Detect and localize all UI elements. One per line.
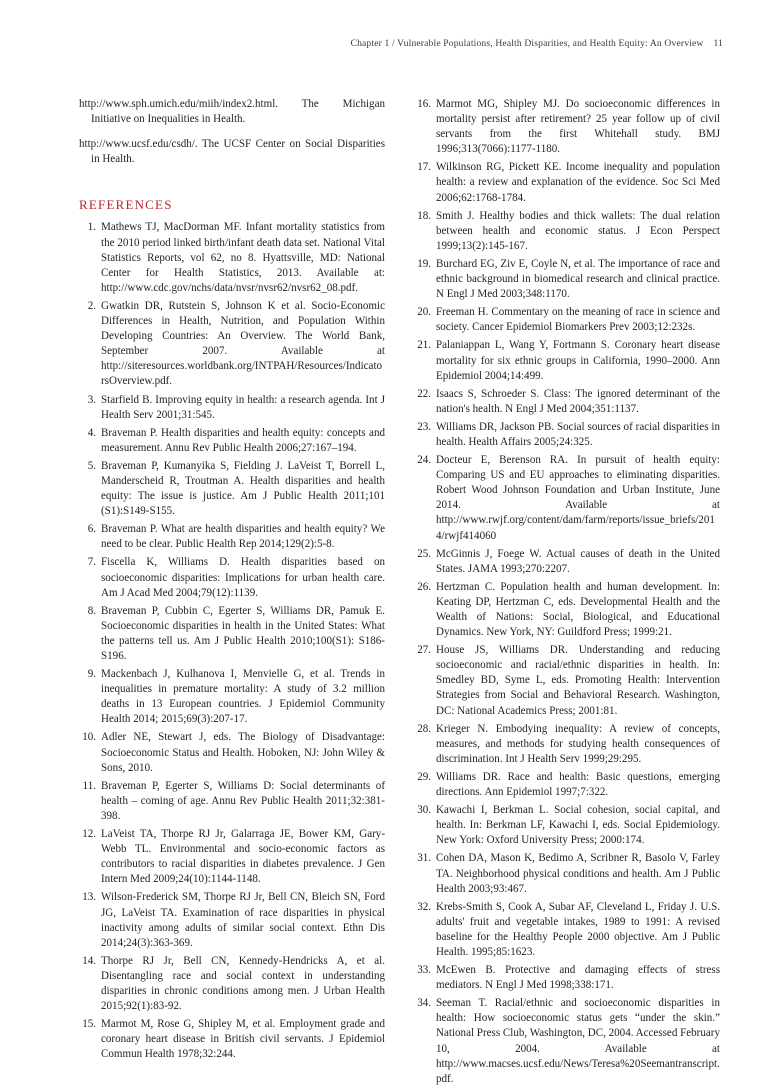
reference-text: Thorpe RJ Jr, Bell CN, Kennedy-Hendricks A, et al. Disentangling race and social context in understanding disparities in chronic conditions among men. J Urban Health 2015;92(1):83-92.	[101, 954, 385, 1013]
reference-text: Marmot M, Rose G, Shipley M, et al. Employment grade and coronary heart disease in British civil servants. J Epidemiol Commun Health 1978;32:244.	[101, 1018, 385, 1061]
reference-text: McGinnis J, Foege W. Actual causes of death in the United States. JAMA 1993;270:2207.	[436, 547, 720, 575]
reference-text: McEwen B. Protective and damaging effects of stress mediators. N Engl J Med 1998;338:171.	[436, 964, 720, 992]
reference-number: 32.	[417, 900, 431, 913]
reference-item	[79, 299, 385, 390]
reference-text: Williams DR, Jackson PB. Social sources of racial disparities in health. Health Affairs 2005;24:325.	[436, 420, 720, 448]
reference-number: 1.	[87, 221, 96, 234]
reference-number: 9.	[87, 668, 96, 681]
reference-text: Fiscella K, Williams D. Health disparities based on socioeconomic disparities: Implications for urban health care. Am J Acad Med 2004;79(12):1139.	[101, 556, 385, 599]
reference-item	[79, 730, 385, 775]
reference-item	[79, 667, 385, 727]
reference-item	[414, 160, 720, 205]
reference-item	[79, 393, 385, 423]
reference-number: 27.	[417, 644, 431, 657]
web-resource-entry[interactable]: http://www.sph.umich.edu/miih/index2.html. The Michigan Initiative on Inequalities in Health.	[79, 98, 385, 126]
reference-number: 6.	[87, 523, 96, 536]
reference-item	[414, 209, 720, 254]
reference-number: 23.	[417, 420, 431, 433]
reference-item	[414, 643, 720, 718]
reference-number: 20.	[417, 306, 431, 319]
web-resource-entry[interactable]: http://www.ucsf.edu/csdh/. The UCSF Center on Social Disparities in Health.	[79, 138, 385, 166]
reference-item	[79, 1017, 385, 1062]
reference-text: Gwatkin DR, Rutstein S, Johnson K et al. Socio-Economic Differences in Health, Nutrition, and Population Within Developing Countries: An Overview. The World Bank, September 2007. Available at http://siteresources.worldbank.org/INTPAH/Resources/IndicatorsOverview.pdf.	[101, 299, 385, 388]
reference-text: Freeman H. Commentary on the meaning of race in science and society. Cancer Epidemiol Biomarkers Prev 2003;12:232s.	[436, 306, 720, 334]
reference-text: Seeman T. Racial/ethnic and socioeconomic disparities in health: How socioeconomic status gets “under the skin.” National Press Club, Washington, DC, 2004. Accessed February 10, 2004. Available at http://www.macses.ucsf.edu/News/Teresa%20Seemantranscript.pdf.	[436, 997, 720, 1085]
reference-item	[414, 963, 720, 993]
reference-number: 15.	[82, 1018, 96, 1031]
reference-number: 19.	[417, 257, 431, 270]
reference-text: Mackenbach J, Kulhanova I, Menvielle G, et al. Trends in inequalities in premature mortality: A study of 3.2 million deaths in 13 European countries. J Epidemiol Community Health 2014; 2015;69(3):207-17.	[101, 668, 385, 726]
reference-number: 24.	[417, 454, 431, 467]
reference-item	[414, 580, 720, 640]
reference-item	[414, 257, 720, 302]
reference-item	[414, 97, 720, 157]
reference-text: Starfield B. Improving equity in health: a research agenda. Int J Health Serv 2001;31:545.	[101, 393, 385, 421]
reference-text: Wilkinson RG, Pickett KE. Income inequality and population health: a review and explanation of the evidence. Soc Sci Med 2006;62:1768-1784.	[436, 161, 720, 204]
reference-text: Krieger N. Embodying inequality: A review of concepts, measures, and methods for studying health consequences of discrimination. Int J Health Serv 1999;29:295.	[436, 722, 720, 765]
references-heading: REFERENCES	[79, 197, 173, 213]
reference-number: 33.	[417, 964, 431, 977]
reference-text: Smith J. Healthy bodies and thick wallets: The dual relation between health and economic status. J Econ Perspect 1999;13(2):145-167.	[436, 209, 720, 252]
reference-item	[79, 604, 385, 664]
reference-number: 25.	[417, 547, 431, 560]
reference-item	[79, 779, 385, 824]
reference-number: 4.	[87, 426, 96, 439]
reference-text: LaVeist TA, Thorpe RJ Jr, Galarraga JE, Bower KM, Gary-Webb TL. Environmental and socio-economic factors as contributors to racial disparities in diabetes prevalence. J Gen Intern Med 2009;24(10):1144-1148.	[101, 828, 385, 886]
reference-number: 28.	[417, 722, 431, 735]
reference-item	[414, 387, 720, 417]
reference-number: 13.	[82, 891, 96, 904]
reference-item	[79, 426, 385, 456]
reference-text: Braveman P, Cubbin C, Egerter S, Williams DR, Pamuk E. Socioeconomic disparities in health in the United States: What the patterns tell us. Am J Public Health 2010;100(S1): S186-S196.	[101, 604, 385, 662]
reference-item	[414, 547, 720, 577]
reference-text: Docteur E, Berenson RA. In pursuit of health equity: Comparing US and EU approaches to eliminating disparities. Robert Wood Johnson Foundation and Urban Institute, June 2014. Available at http://www.rwjf.org/content/dam/farm/reports/issue_briefs/2014/rwjf414060	[436, 454, 720, 542]
reference-text: Palaniappan L, Wang Y, Fortmann S. Coronary heart disease mortality for six ethnic groups in California, 1990–2000. Ann Epidemiol 2004;14:499.	[436, 339, 720, 382]
reference-item	[414, 900, 720, 960]
reference-item	[414, 851, 720, 896]
reference-number: 17.	[417, 161, 431, 174]
reference-list-right	[414, 97, 720, 1087]
reference-item	[414, 420, 720, 450]
reference-item	[79, 890, 385, 950]
reference-item	[414, 338, 720, 383]
reference-item	[79, 555, 385, 600]
reference-number: 8.	[87, 604, 96, 617]
reference-item	[79, 954, 385, 1014]
reference-number: 29.	[417, 770, 431, 783]
reference-text: Cohen DA, Mason K, Bedimo A, Scribner R, Basolo V, Farley TA. Neighborhood physical conditions and health. Am J Public Health 2003;93:467.	[436, 852, 720, 895]
reference-text: Mathews TJ, MacDorman MF. Infant mortality statistics from the 2010 period linked birth/infant death data set. National Vital Statistics Reports, vol 62, no 8. Hyattsville, MD: National Center for Health Statistics, 2013. Available at: http://www.cdc.gov/nchs/data/nvsr/nvsr62/nvsr62_08.pdf.	[101, 221, 385, 294]
running-title: Chapter 1 / Vulnerable Populations, Health Disparities, and Health Equity: An Overview	[350, 38, 704, 49]
reference-item	[79, 827, 385, 887]
reference-number: 14.	[82, 954, 96, 967]
reference-number: 34.	[417, 997, 431, 1010]
reference-number: 22.	[417, 387, 431, 400]
reference-item	[414, 803, 720, 848]
reference-text: Burchard EG, Ziv E, Coyle N, et al. The importance of race and ethnic background in biomedical research and clinical practice. N Engl J Med 2003;348:1170.	[436, 257, 720, 301]
reference-list-left	[79, 220, 385, 1062]
reference-number: 11.	[82, 779, 96, 792]
reference-text: Krebs-Smith S, Cook A, Subar AF, Cleveland L, Friday J. U.S. adults' fruit and vegetable intakes, 1989 to 1991: A revised baseline for the Healthy People 2000 objective. Am J Public Health. 1995;85:1623.	[436, 900, 720, 958]
reference-text: Adler NE, Stewart J, eds. The Biology of Disadvantage: Socioeconomic Status and Health. Hoboken, NJ: John Wiley & Sons, 2010.	[101, 731, 385, 774]
reference-item	[79, 220, 385, 295]
reference-number: 30.	[417, 804, 431, 817]
reference-text: Braveman P. What are health disparities and health equity? We need to be clear. Public Health Rep 2014;129(2):5-8.	[101, 523, 385, 551]
reference-text: Braveman P, Kumanyika S, Fielding J. LaVeist T, Borrell L, Manderscheid R, Troutman A. Health disparities and health equity: The issue is justice. Am J Public Health 2011;101 (S1):S149-S155.	[101, 459, 385, 518]
reference-number: 7.	[87, 556, 96, 569]
reference-number: 18.	[417, 209, 431, 222]
reference-number: 31.	[417, 852, 431, 865]
right-column	[414, 97, 720, 1090]
left-column	[79, 97, 385, 1065]
reference-item	[414, 305, 720, 335]
reference-text: Isaacs S, Schroeder S. Class: The ignored determinant of the nation's health. N Engl J Med 2004;351:1137.	[436, 387, 720, 415]
reference-text: Kawachi I, Berkman L. Social cohesion, social capital, and health. In: Berkman LF, Kawachi I, eds. Social Epidemiology. New York: Oxford University Press; 2000:174.	[436, 804, 720, 847]
reference-number: 10.	[82, 731, 96, 744]
reference-item	[414, 996, 720, 1087]
reference-text: Marmot MG, Shipley MJ. Do socioeconomic differences in mortality persist after retirement? 25 year follow up of civil servants from the first Whitehall study. BMJ 1996;313(7066):1177-1180.	[436, 98, 720, 156]
reference-text: House JS, Williams DR. Understanding and reducing socioeconomic and racial/ethnic disparities in health. In: Smedley BD, Syme L, eds. Promoting Health: Intervention Strategies from Social and Behavioral Research. Washington, DC: National Academics Press; 2001:81.	[436, 644, 720, 717]
reference-item	[79, 522, 385, 552]
reference-number: 16.	[417, 98, 431, 110]
reference-number: 26.	[417, 580, 431, 593]
reference-text: Braveman P. Health disparities and health equity: concepts and measurement. Annu Rev Public Health 2006;27:167–194.	[101, 426, 385, 454]
reference-text: Hertzman C. Population health and human development. In: Keating DP, Hertzman C, eds. Developmental Health and the Wealth of Nations: Social, Biological, and Educational Dynamics. New York, NY: Guildford Press; 1999:21.	[436, 580, 720, 639]
reference-item	[79, 459, 385, 519]
reference-item	[414, 453, 720, 544]
reference-number: 12.	[82, 828, 96, 841]
reference-number: 2.	[87, 299, 96, 312]
reference-item	[414, 770, 720, 800]
reference-number: 3.	[87, 393, 96, 406]
reference-number: 5.	[87, 459, 96, 472]
reference-text: Braveman P, Egerter S, Williams D: Social determinants of health – coming of age. Annu Rev Public Health 2011;32:381-398.	[101, 779, 385, 822]
reference-text: Wilson-Frederick SM, Thorpe RJ Jr, Bell CN, Bleich SN, Ford JG, LaVeist TA. Examination of race disparities in physical inactivity among adults of similar social context. Ethn Dis 2014;24(3):363-369.	[101, 891, 385, 949]
page-number: 11	[713, 38, 723, 49]
reference-item	[414, 722, 720, 767]
reference-number: 21.	[417, 339, 431, 352]
reference-text: Williams DR. Race and health: Basic questions, emerging directions. Ann Epidemiol 1997;7:322.	[436, 770, 720, 799]
running-header	[351, 38, 723, 49]
